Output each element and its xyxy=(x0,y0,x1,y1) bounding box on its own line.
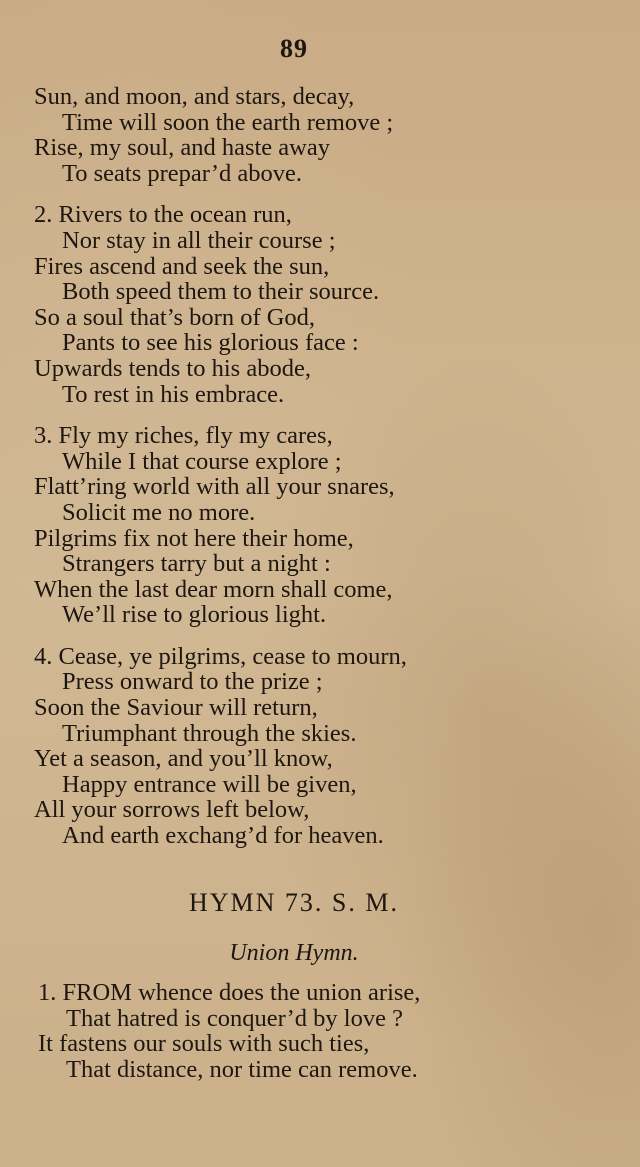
verse-line: Strangers tarry but a night : xyxy=(62,550,331,578)
verse-line: Triumphant through the skies. xyxy=(62,719,357,747)
verse-line: To rest in his embrace. xyxy=(62,380,285,408)
verse-line: Solicit me no more. xyxy=(62,498,256,526)
verse-line: All your sorrows left below, xyxy=(34,796,310,824)
verse-line: While I that course explore ; xyxy=(62,447,342,475)
verse-line: 1. FROM whence does the union arise, xyxy=(38,979,421,1006)
verse-line: Rise, my soul, and haste away xyxy=(34,134,330,162)
verse-line: Soon the Saviour will return, xyxy=(34,694,318,722)
page-number: 89 xyxy=(280,34,308,63)
verse-line: And earth exchang’d for heaven. xyxy=(62,822,384,850)
stanza-1 xyxy=(34,84,594,186)
hymn-72-text xyxy=(34,84,594,865)
verse-line: Pilgrims fix not here their home, xyxy=(34,524,354,552)
verse-line: Yet a season, and you’ll know, xyxy=(34,745,333,773)
stanza-3 xyxy=(34,423,594,628)
verse-line: Press onward to the prize ; xyxy=(62,668,323,696)
verse-line: Nor stay in all their course ; xyxy=(62,226,336,254)
verse-line: Upwards tends to his abode, xyxy=(34,354,311,382)
stanza-4 xyxy=(34,644,594,849)
verse-line: We’ll rise to glorious light. xyxy=(62,601,327,629)
verse-line: Pants to see his glorious face : xyxy=(62,329,359,357)
verse-line: Happy entrance will be given, xyxy=(62,770,357,798)
verse-line: That hatred is conquer’d by love ? xyxy=(66,1004,403,1032)
stanza-2 xyxy=(34,202,594,407)
hymn-subtitle: Union Hymn. xyxy=(229,940,359,966)
verse-line: 4. Cease, ye pilgrims, cease to mourn, xyxy=(34,642,407,670)
verse-line: That distance, nor time can remove. xyxy=(66,1055,418,1083)
hymn-73-text xyxy=(38,980,598,1082)
verse-line: Sun, and moon, and stars, decay, xyxy=(34,83,355,110)
verse-line: So a soul that’s born of God, xyxy=(34,303,316,331)
verse-line: 3. Fly my riches, fly my cares, xyxy=(34,422,333,450)
verse-line: Time will soon the earth remove ; xyxy=(62,108,394,136)
verse-line: Flatt’ring world with all your snares, xyxy=(34,473,395,501)
verse-line: 2. Rivers to the ocean run, xyxy=(34,201,292,229)
verse-line: Fires ascend and seek the sun, xyxy=(34,252,330,280)
verse-line: When the last dear morn shall come, xyxy=(34,575,393,603)
hymn-title: HYMN 73. S. M. xyxy=(188,888,400,917)
verse-line: It fastens our souls with such ties, xyxy=(38,1030,370,1058)
verse-line: Both speed them to their source. xyxy=(62,278,380,306)
verse-line: To seats prepar’d above. xyxy=(62,159,303,187)
